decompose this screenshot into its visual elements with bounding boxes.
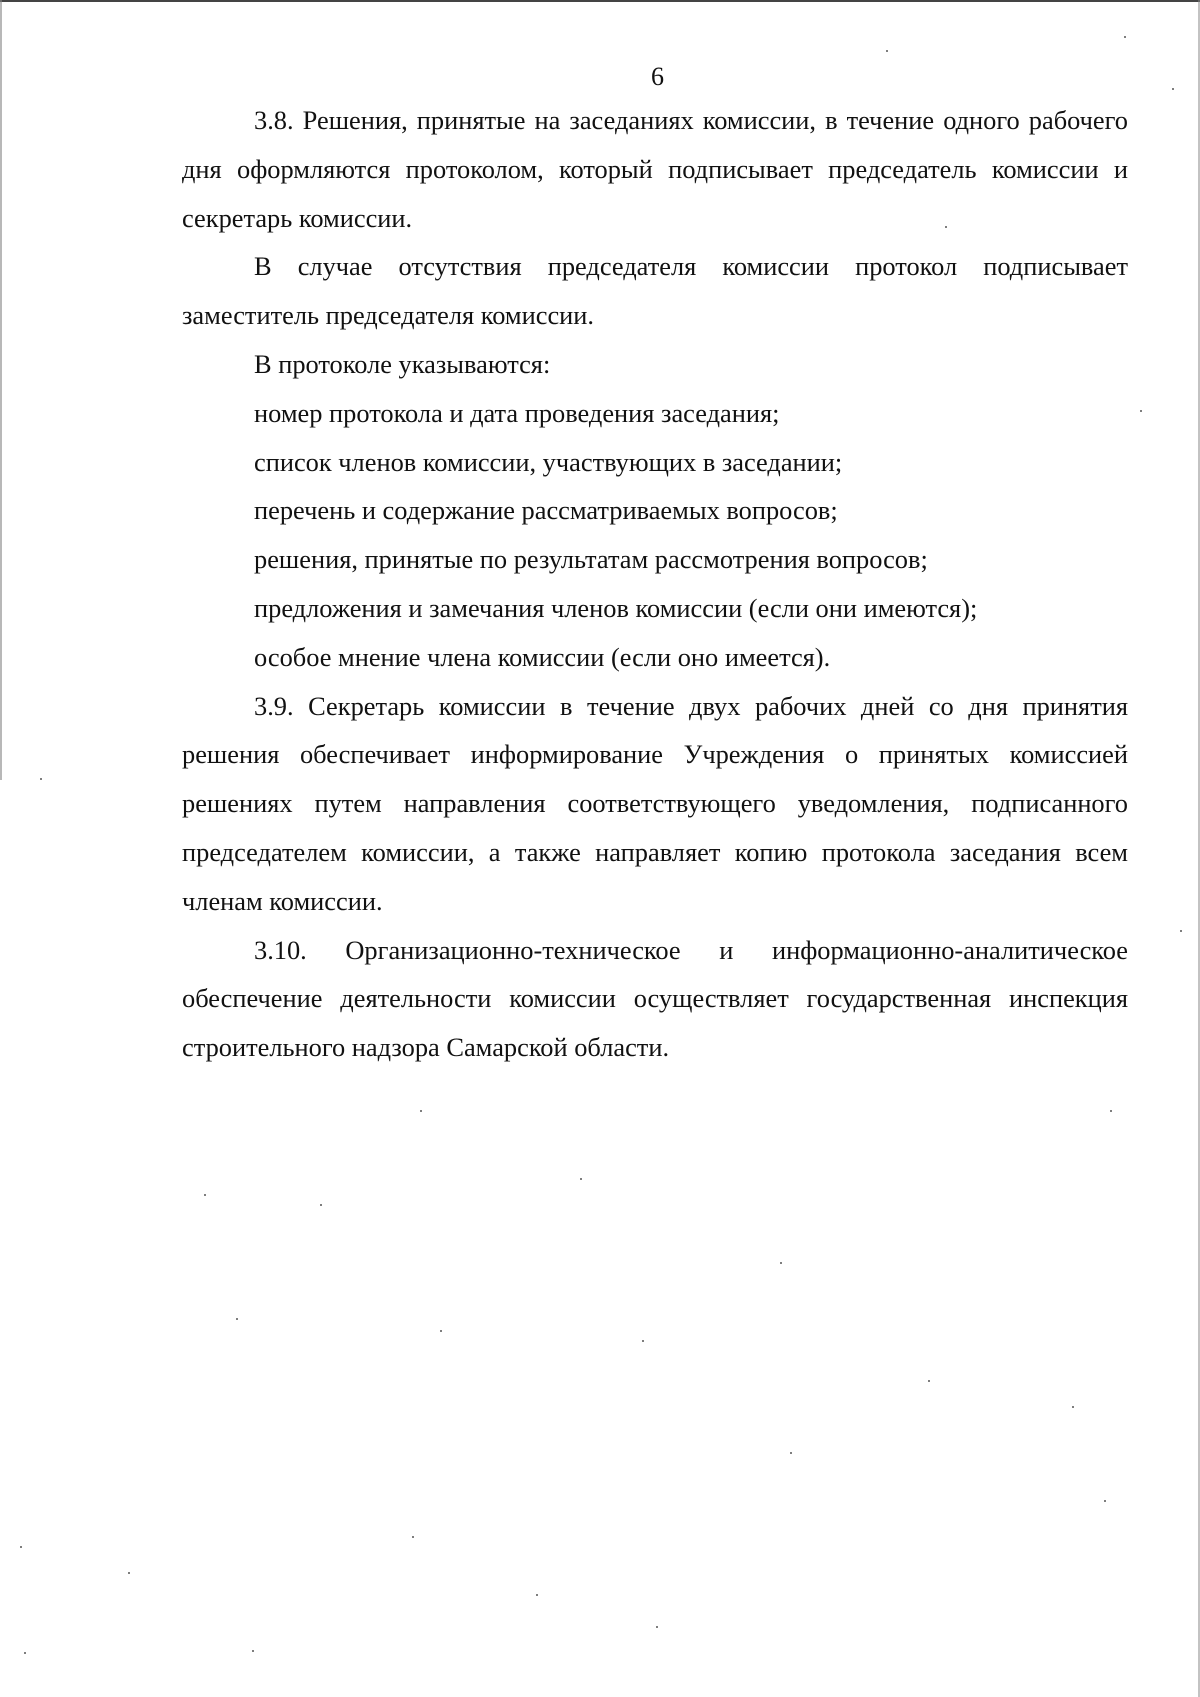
paragraph-3-9: 3.9. Секретарь комиссии в течение двух рабочих дней со дня принятия решения обеспечивает информирование Учреждения о принятых комиссией решениях путем направления соответствующего уведомления, подписанного председателем комиссии, а также направляет копию протокола заседания всем членам комиссии. [182, 690, 1128, 916]
scan-speck [1104, 1500, 1106, 1502]
scan-speck [1180, 930, 1182, 932]
protocol-item-proposals: предложения и замечания членов комиссии (если они имеются); [254, 592, 978, 623]
scan-speck [945, 226, 947, 228]
scan-speck [642, 1340, 644, 1342]
scan-speck [1172, 88, 1174, 90]
scan-speck [440, 1330, 442, 1332]
protocol-item-members: список членов комиссии, участвующих в заседании; [254, 446, 843, 477]
protocol-item-dissent: особое мнение члена комиссии (если оно имеется). [254, 641, 831, 672]
paragraph-3-10: 3.10. Организационно-техническое и информационно-аналитическое обеспечение деятельности комиссии осуществляет государственная инспекция строительного надзора Самарской области. [182, 934, 1128, 1063]
paragraph-chair-absent: В случае отсутствия председателя комиссии протокол подписывает заместитель председателя комиссии. [182, 251, 1128, 331]
scan-speck [536, 1594, 538, 1596]
scan-speck [412, 1536, 414, 1538]
protocol-item-number-date: номер протокола и дата проведения заседания; [254, 397, 780, 428]
scan-speck [40, 778, 42, 780]
scan-speck [236, 1318, 238, 1320]
scan-speck [790, 1452, 792, 1454]
scan-speck [928, 1380, 930, 1382]
scan-speck [886, 50, 888, 52]
scan-speck [1072, 1406, 1074, 1408]
scan-speck [1140, 410, 1142, 412]
scan-speck [1110, 1110, 1112, 1112]
document-body [182, 96, 1128, 1072]
scan-speck [24, 1652, 26, 1654]
scan-border-top [0, 0, 1200, 2]
protocol-contents-intro: В протоколе указываются: [254, 348, 551, 379]
scan-speck [580, 1178, 582, 1180]
scan-speck [252, 1650, 254, 1652]
page-number: 6 [651, 62, 664, 91]
scan-speck [20, 1546, 22, 1548]
scan-speck [780, 1262, 782, 1264]
scan-speck [320, 1204, 322, 1206]
scan-speck [204, 1194, 206, 1196]
scan-speck [128, 1572, 130, 1574]
scan-speck [656, 1626, 658, 1628]
paragraph-3-8: 3.8. Решения, принятые на заседаниях комиссии, в течение одного рабочего дня оформляются протоколом, который подписывает председатель комиссии и секретарь комиссии. [182, 105, 1128, 233]
protocol-item-decisions: решения, принятые по результатам рассмотрения вопросов; [254, 544, 928, 575]
scan-border-left [0, 0, 2, 780]
scan-speck [1124, 36, 1126, 38]
protocol-item-questions: перечень и содержание рассматриваемых вопросов; [254, 495, 838, 526]
scan-speck [420, 1110, 422, 1112]
